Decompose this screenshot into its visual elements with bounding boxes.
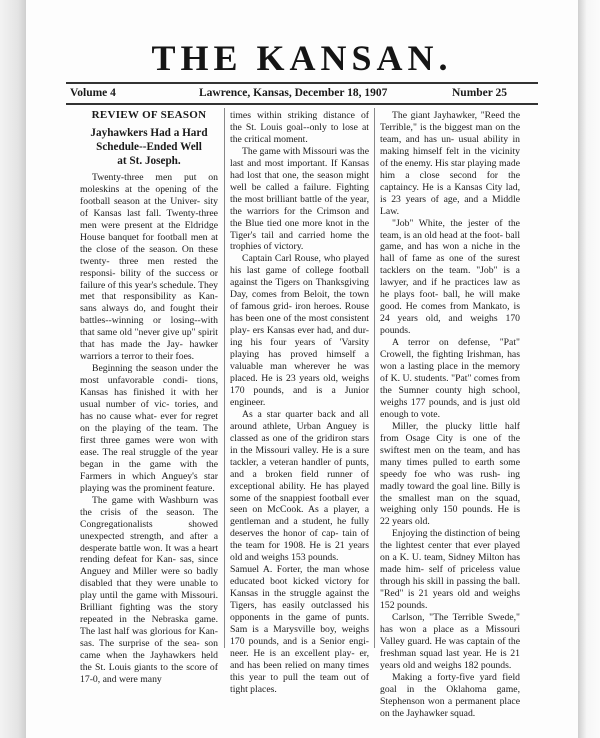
masthead-rule-top: [66, 82, 538, 84]
text-line: ever played on a K. U. team,: [380, 540, 520, 564]
text-line: Farmers in which Anguey's: [80, 470, 198, 482]
text-line: son came when the Jayhawkers: [80, 638, 218, 662]
text-line: practices law as he plays foot-: [380, 277, 520, 301]
text-line: one of the most consistent play-: [230, 313, 369, 337]
masthead-title: THE KANSAN.: [151, 38, 453, 78]
text-line: The game with Washburn: [92, 494, 199, 506]
text-line: valuable man wherever he was: [230, 361, 369, 373]
text-line: captain of the freshman squad: [380, 635, 520, 659]
text-line: game with Missouri. Brilliant: [80, 590, 218, 614]
headline-line-2: Schedule--Ended Well: [96, 140, 202, 153]
text-line: a desperate battle won. It was: [80, 530, 218, 554]
text-line: season might well be called a: [230, 169, 369, 193]
text-line: self of priceless value through: [380, 564, 520, 588]
paragraph: [80, 172, 218, 363]
text-line: of the team. The first three: [80, 422, 218, 446]
text-line: star playing was the prominent: [80, 470, 218, 494]
paragraph: [380, 337, 520, 421]
text-line: The real struggle of the year: [102, 446, 218, 458]
text-line: the last and most important. If: [230, 145, 369, 169]
text-line: playing has proved himself a: [230, 349, 369, 361]
column-rule-1: [224, 108, 225, 648]
text-line: from Osage City is one of the: [380, 432, 520, 444]
text-line: feature.: [185, 482, 215, 494]
text-line: is 21 years old and weighs 153: [230, 540, 369, 564]
text-line: tain of the team for 1908. He: [230, 528, 369, 552]
text-line: team, is an old head at the foot-: [380, 229, 503, 241]
text-line: Captain Carl Rouse, who: [242, 253, 341, 265]
issue-number: Number 25: [452, 87, 508, 99]
text-line: goal in the Oklahoma game,: [380, 683, 520, 695]
text-line: his skill in passing the ball.: [412, 576, 520, 588]
text-line: Stephenson won a permanent: [380, 695, 497, 707]
text-line: tions, Kansas has finished it: [80, 375, 218, 399]
text-line: the Blue tied one more knot in: [230, 217, 354, 229]
dateline: Lawrence, Kansas, December 18, 1907: [199, 87, 388, 99]
text-line: "Job" White, the jester of the: [392, 217, 520, 229]
text-line: county high school, weighs 177: [380, 384, 520, 408]
text-line: He is a sure tackler, a veteran: [230, 444, 369, 468]
text-line: hawker warriors a terror to: [80, 339, 218, 363]
text-line: struggle against the Tigers, has: [230, 588, 369, 612]
text-line: sas. The surprise of the sea-: [80, 638, 200, 650]
scan-left-edge: [0, 0, 26, 738]
text-line: times this year to pull the team: [230, 659, 369, 683]
text-line: neer. He is an excellent play-: [230, 647, 355, 659]
text-line: around athlete, Urban Anguey: [230, 420, 357, 432]
text-line: failure. Fighting the most: [230, 181, 369, 205]
text-line: Samuel A. Forter, the man: [230, 564, 340, 576]
text-line: of the St. Louis goal--only to: [230, 110, 369, 133]
text-line: has many times pulled to earth: [380, 444, 520, 468]
text-line: "Job" is a lawyer, and if he: [380, 265, 520, 289]
text-line: were so badly disabled that they: [80, 566, 218, 590]
text-line: Twenty-three men put on: [92, 171, 218, 183]
text-line: that same old "never give up": [80, 327, 196, 339]
text-line: sas, since Anguey and Miller: [80, 554, 218, 578]
text-line: "Red" is 21 years old and: [380, 588, 489, 600]
text-line: the snappiest football ever seen: [230, 492, 369, 516]
section-heading: REVIEW OF SEASON: [91, 110, 207, 121]
text-line: tories, and has no cause what-: [80, 399, 218, 423]
paragraph: [380, 110, 520, 218]
text-line: being the lightest center that: [380, 528, 520, 552]
paragraph: [230, 146, 369, 254]
text-line: three men rested the responsi-: [80, 255, 218, 279]
column-1-body: [80, 172, 218, 686]
text-line: place on the Jayhawker squad.: [380, 695, 520, 719]
volume-label: Volume 4: [70, 87, 116, 99]
text-line: to vote.: [410, 408, 441, 420]
newspaper-page: [26, 0, 578, 738]
text-line: brilliant battle of the year, the: [230, 193, 369, 217]
text-line: placed. He is 23 years old,: [230, 372, 339, 384]
paragraph: [80, 363, 218, 494]
text-line: the Tiger's tail and carried: [230, 217, 369, 241]
headline: [80, 126, 218, 168]
text-line: ing his four years of 'Varsity: [230, 337, 369, 349]
paragraph: [380, 612, 520, 672]
text-line: gentleman and a student, he: [230, 516, 347, 528]
text-line: iron heroes. Rouse has been: [230, 301, 369, 325]
text-line: in the Nebraska game. The: [80, 614, 218, 638]
text-line: the season. On these twenty-: [80, 243, 218, 267]
text-line: unexpected strength, and after: [80, 530, 208, 542]
text-line: easily outclassed his opponents: [230, 600, 369, 624]
text-line: battles--winning or losing--with: [80, 315, 218, 327]
text-line: with her usual number of vic-: [80, 387, 218, 411]
paragraph: [230, 253, 369, 408]
headline-line-3: at St. Joseph.: [117, 154, 181, 167]
masthead-rule-bottom: [66, 103, 538, 105]
text-line: Billy is the smallest man on the: [380, 480, 520, 504]
text-line: in the hall of fame as one of the: [380, 241, 520, 265]
text-line: "Pat" comes from the Sumner: [380, 372, 520, 396]
text-line: field runner of exceptional: [230, 468, 369, 492]
text-line: was the crisis of the season.: [80, 494, 218, 518]
text-line: a heart rending defeat for Kan-: [80, 542, 218, 566]
text-line: pounds, and is a Senior engi-: [248, 635, 369, 647]
text-line: handler of punts, and a broken: [230, 456, 369, 480]
text-line: comes from Mankato, is 24 years: [380, 301, 520, 325]
text-line: met that responsibility as Kan-: [80, 291, 218, 303]
paragraph: [230, 409, 369, 564]
scan-right-edge: [578, 0, 600, 738]
text-line: Missouri Valley guard. He was: [380, 623, 520, 647]
text-line: ability. He has played some of: [230, 480, 369, 504]
text-line: last year. He is 21 years old: [380, 647, 520, 671]
text-line: surest tacklers on the team.: [380, 253, 520, 277]
text-line: at the Eldridge House banquet: [80, 219, 218, 243]
text-line: whose educated boot kicked: [230, 564, 369, 588]
text-line: Making a forty-five yard field: [392, 671, 520, 683]
text-line: memory of K. U. students.: [380, 361, 520, 384]
text-line: pounds.: [308, 552, 339, 564]
text-line: moleskins at the opening of the: [80, 183, 218, 195]
text-line: has won a lasting place in the: [380, 349, 520, 373]
text-line: ball, he will make good. He: [380, 289, 520, 313]
headline-line-1: Jayhawkers Had a Hard: [90, 126, 208, 139]
text-line: Kansas had lost that one, the: [230, 157, 369, 181]
text-line: out of tight places.: [230, 671, 369, 695]
paragraph: [380, 421, 520, 529]
text-line: Enjoying the distinction of: [392, 528, 496, 540]
text-line: Beloit, the town of famous grid-: [230, 289, 369, 313]
text-line: were unable to play until the: [80, 578, 218, 602]
text-line: sans always do, and fought their: [80, 303, 218, 315]
paragraph: [80, 495, 218, 686]
paragraph: [380, 528, 520, 612]
paragraph: [230, 564, 369, 695]
text-line: squad, weighing only 150: [380, 492, 520, 516]
text-line: years of age, and a Middle Law.: [380, 193, 520, 217]
text-line: pounds, and is just old enough: [380, 396, 520, 420]
paragraph: [380, 672, 520, 720]
column-2-body: [230, 110, 369, 696]
column-3-body: [380, 110, 520, 720]
text-line: began in the game with the: [80, 458, 218, 470]
text-line: The game with Missouri was: [242, 145, 355, 157]
text-line: Swede," has won a place as a: [380, 612, 520, 635]
text-line: ever for regret on the playing: [80, 411, 218, 434]
column-rule-2: [374, 108, 375, 648]
text-line: pounds. He is 22 years old.: [380, 504, 520, 528]
text-line: sity of Kansas last fall.: [80, 195, 218, 219]
text-line: Miller, the plucky little half: [392, 420, 520, 432]
text-line: ers Kansas ever had, and dur-: [252, 325, 369, 337]
text-line: His star playing made him a: [380, 157, 520, 181]
text-line: their foes.: [155, 351, 195, 363]
text-line: and weighs 182 pounds.: [417, 659, 512, 671]
text-line: fighting was the story repeated: [80, 602, 218, 626]
text-line: for football men at the close of: [80, 231, 218, 255]
column-1: [80, 110, 218, 728]
paragraph: [380, 218, 520, 338]
text-line: home the trophies of victory.: [230, 229, 369, 253]
text-line: er, and has been relied on many: [230, 647, 369, 671]
text-line: played his last game of college: [230, 253, 369, 277]
column-2: [230, 110, 369, 728]
text-line: victory for Kansas in the: [230, 576, 369, 600]
text-line: weighs 170 pounds, and is a: [230, 372, 369, 396]
text-line: football against the Tigers on: [230, 265, 369, 289]
text-line: fully deserves the honor of cap-: [230, 516, 369, 540]
text-line: swiftest men on the team, and: [380, 444, 504, 456]
text-line: spirit that has made the Jay-: [80, 327, 218, 351]
text-line: Twenty-three men were present: [80, 207, 218, 231]
text-line: felt in the vicinity of the enemy.: [380, 145, 520, 169]
text-line: Crowell, the fighting Irishman,: [380, 349, 504, 361]
text-line: held the St. Louis giants to the: [80, 650, 218, 674]
text-line: lose at the critical moment.: [230, 121, 369, 145]
text-line: The giant Jayhawker, "Reed: [392, 110, 505, 121]
text-line: ball game, and has won a niche: [380, 229, 520, 253]
text-line: The Congregationalists showed: [80, 506, 218, 530]
text-line: old, and weighs 170 pounds.: [380, 313, 520, 337]
text-line: Junior engineer.: [230, 384, 369, 408]
text-line: Beginning the season under: [92, 363, 203, 375]
text-line: bility of the success or failure: [80, 267, 218, 291]
text-line: is classed as one of the gridiron: [230, 420, 369, 444]
text-line: football season at the Univer-: [80, 195, 201, 207]
text-line: on McCook. As a player, a: [252, 504, 369, 516]
text-line: the most unfavorable condi-: [80, 363, 218, 387]
text-line: usual ability in making himself: [380, 133, 520, 157]
text-line: games were won with ease.: [80, 434, 218, 458]
text-line: a Marysville boy, weighs 170: [230, 623, 369, 647]
text-line: score of 17-0, and were many: [80, 662, 218, 685]
text-line: close second for the captaincy.: [380, 169, 520, 193]
text-line: A terror on defense, "Pat": [392, 337, 520, 349]
text-line: the Terrible," is the biggest: [380, 110, 520, 133]
text-line: ing madly toward the goal line.: [380, 468, 520, 492]
text-line: last half was glorious for Kan-: [97, 626, 218, 638]
text-line: He is a Kansas City lad, is 23: [380, 181, 520, 205]
text-line: stars in the Missouri valley.: [230, 432, 369, 456]
text-line: Carlson, "The Terrible: [392, 612, 484, 624]
text-line: Thanksgiving Day, comes from: [230, 277, 369, 301]
text-line: Sidney Milton has made him-: [380, 552, 520, 576]
text-line: warriors for the Crimson and: [246, 205, 369, 217]
text-line: man on the team, and has un-: [380, 121, 520, 145]
text-line: in the game of punts. Sam is: [230, 612, 369, 635]
text-line: As a star quarter back and all: [242, 408, 369, 420]
column-3: [380, 110, 520, 728]
paragraph: [230, 110, 369, 146]
text-line: weighs 152 pounds.: [380, 588, 520, 612]
text-line: of this year's schedule. They: [107, 279, 218, 291]
text-line: times within striking distance: [230, 110, 355, 121]
text-line: some speedy foe who was rush-: [380, 456, 520, 480]
